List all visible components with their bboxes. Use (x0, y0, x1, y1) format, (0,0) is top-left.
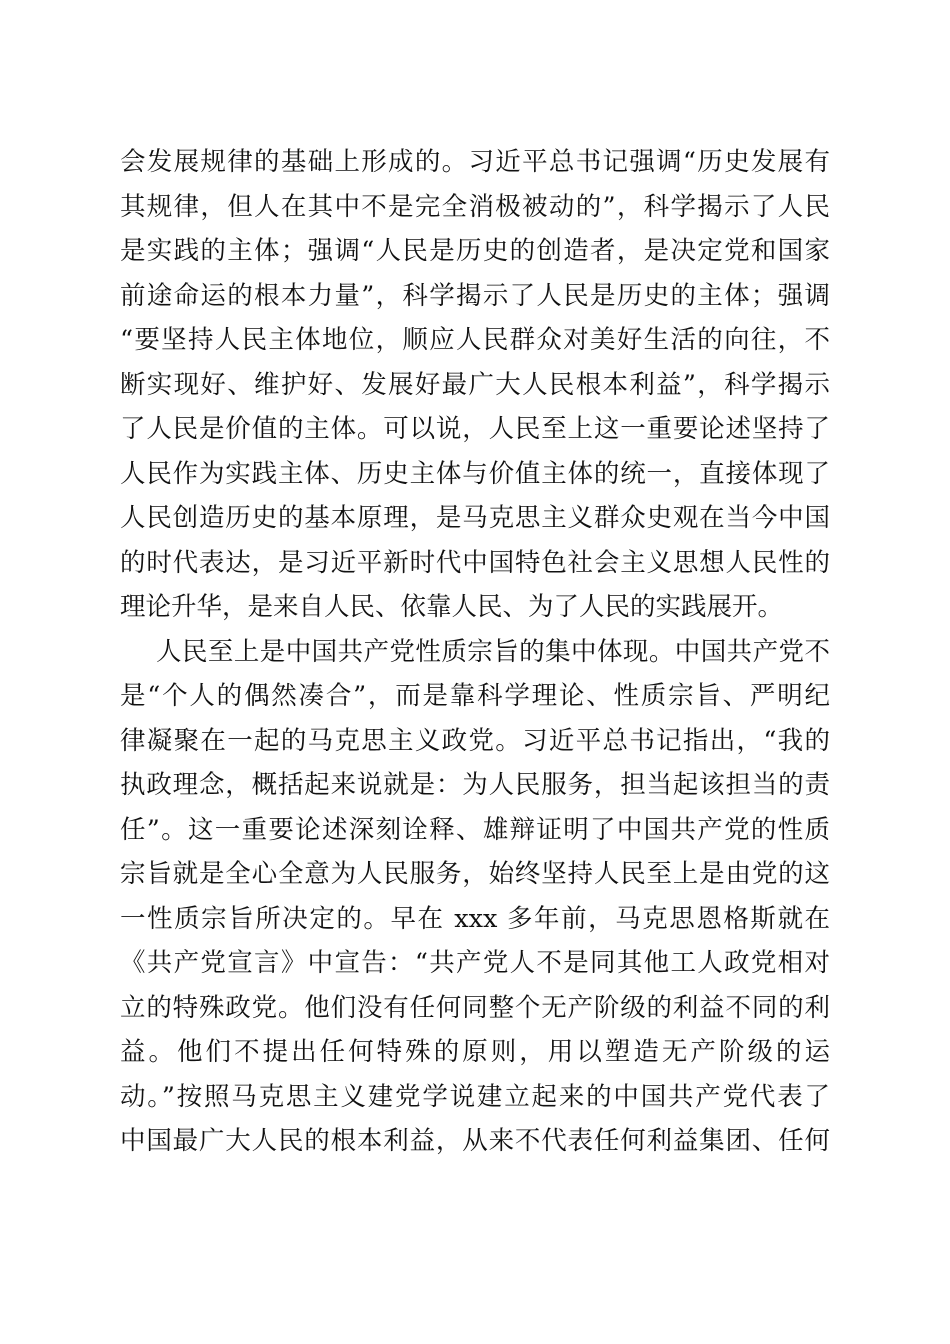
paragraph-2 (120, 630, 830, 1164)
text-line: 理论升华，是来自人民、依靠人民、为了人民的实践展开。 (120, 592, 784, 622)
text-line: 会发展规律的基础上形成的。习近平总书记强调“历史发展有 (120, 147, 830, 177)
text-line: 断实现好、维护好、发展好最广大人民根本利益”，科学揭示 (120, 369, 830, 400)
text-line: 了人民是价值的主体。可以说，人民至上这一重要论述坚持了 (120, 414, 830, 444)
body-text (120, 140, 830, 1164)
text-line: 任”。这一重要论述深刻诠释、雄辩证明了中国共产党的性质 (120, 814, 830, 845)
paragraph-1 (120, 140, 830, 630)
text-line: 益。他们不提出任何特殊的原则，用以塑造无产阶级的运 (120, 1037, 830, 1067)
text-line: 律凝聚在一起的马克思主义政党。习近平总书记指出，“我的 (120, 725, 830, 756)
text-line: 其规律，但人在其中不是完全消极被动的”，科学揭示了人民 (120, 191, 830, 222)
text-line: 动。”按照马克思主义建党学说建立起来的中国共产党代表了 (120, 1081, 830, 1112)
text-line: 人民作为实践主体、历史主体与价值主体的统一，直接体现了 (120, 458, 830, 489)
text-line: 执政理念，概括起来说就是：为人民服务，担当起该担当的责 (120, 770, 830, 800)
text-line: 人民创造历史的基本原理，是马克思主义群众史观在当今中国 (120, 503, 830, 533)
text-line: 宗旨就是全心全意为人民服务，始终坚持人民至上是由党的这 (120, 859, 830, 889)
text-line: 立的特殊政党。他们没有任何同整个无产阶级的利益不同的利 (120, 992, 830, 1023)
text-line: 是实践的主体；强调“人民是历史的创造者，是决定党和国家 (120, 236, 830, 266)
text-line: 的时代表达，是习近平新时代中国特色社会主义思想人民性的 (120, 547, 830, 578)
text-line: 一性质宗旨所决定的。早在 xxx 多年前，马克思恩格斯就在 (120, 903, 830, 934)
text-line: 是“个人的偶然凑合”，而是靠科学理论、性质宗旨、严明纪 (120, 681, 830, 711)
text-line: 人民至上是中国共产党性质宗旨的集中体现。中国共产党不 (156, 636, 830, 667)
text-line: 前途命运的根本力量”，科学揭示了人民是历史的主体；强调 (120, 280, 830, 311)
text-line: “要坚持人民主体地位，顺应人民群众对美好生活的向往，不 (120, 325, 830, 355)
text-line: 《共产党宣言》中宣告：“共产党人不是同其他工人政党相对 (120, 948, 830, 978)
text-line: 中国最广大人民的根本利益，从来不代表任何利益集团、任何 (120, 1126, 830, 1156)
